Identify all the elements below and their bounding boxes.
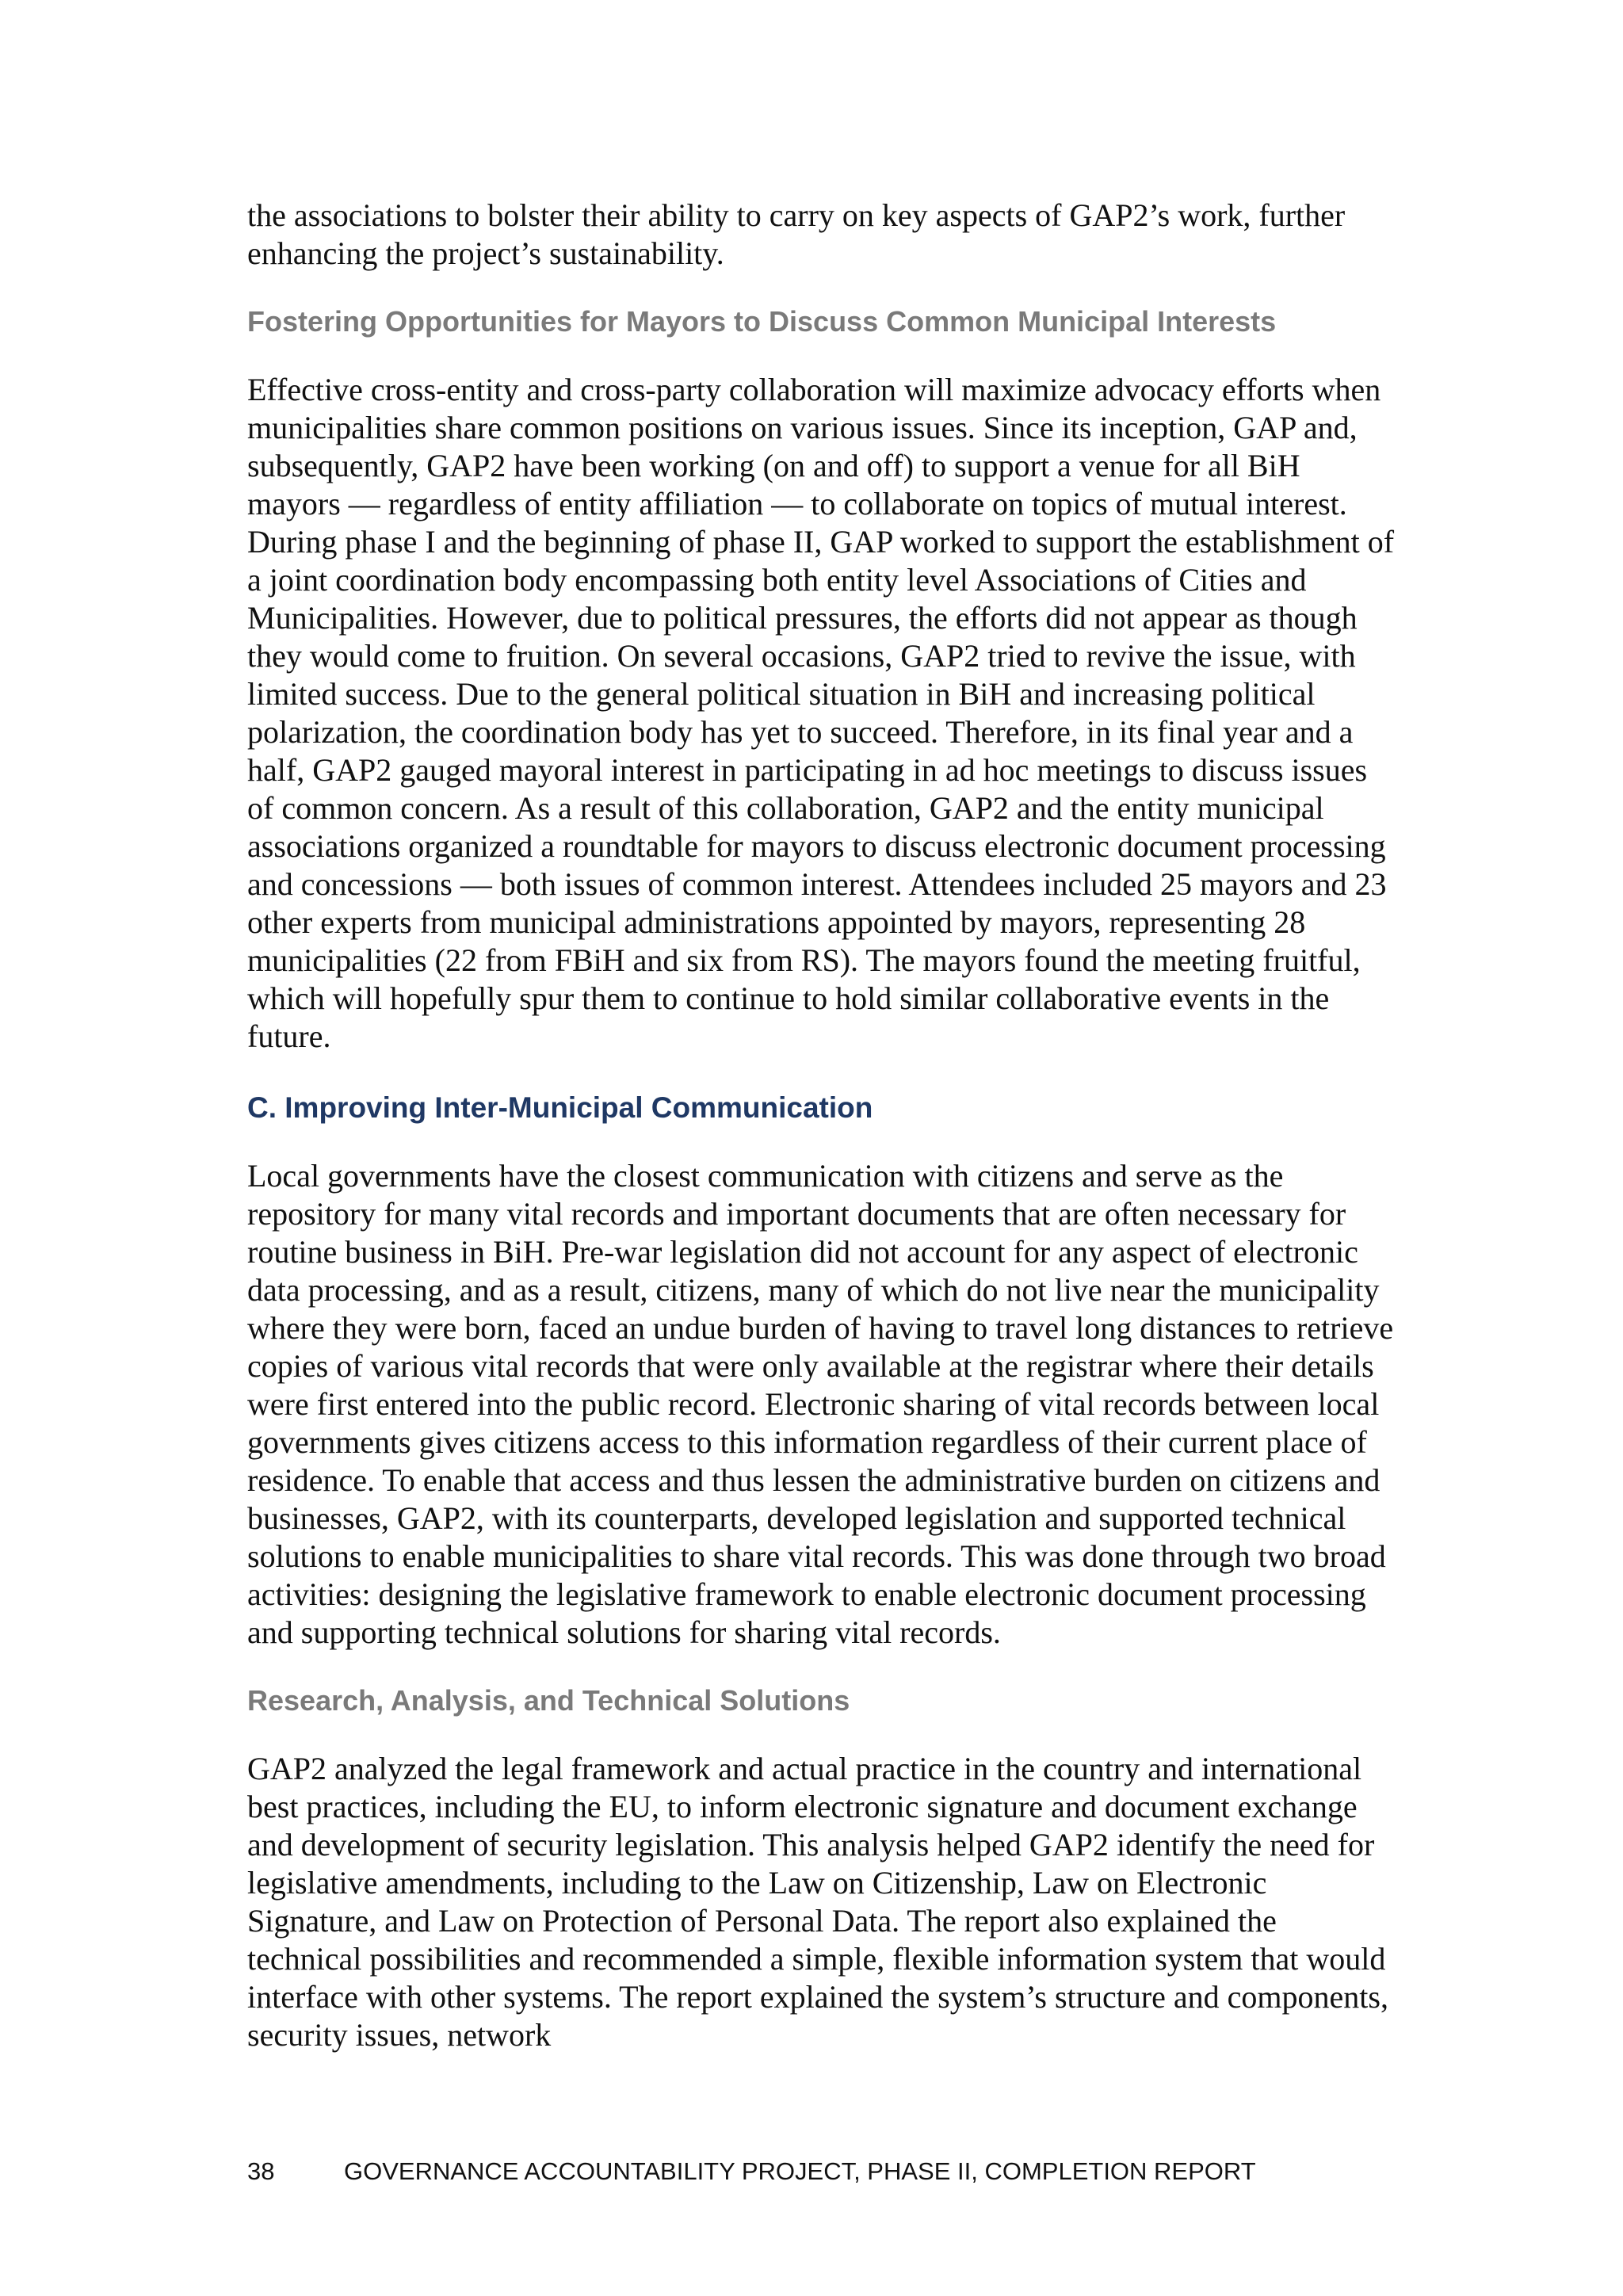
- subheading-mayors-interests: Fostering Opportunities for Mayors to Discuss Common Municipal Interests: [247, 305, 1277, 338]
- document-page: [247, 197, 1396, 2054]
- section-heading-inter-municipal: C. Improving Inter-Municipal Communication: [247, 1091, 873, 1124]
- footer-title: GOVERNANCE ACCOUNTABILITY PROJECT, PHASE II, COMPLETION REPORT: [344, 2157, 1256, 2185]
- paragraph-mayors-collaboration: Effective cross-entity and cross-party collaboration will maximize advocacy efforts when municipalities share common positions on various issues. Since its inception, GAP and, subsequently, GAP2 have been working (on and off) to support a venue for all BiH mayors — regardless of entity affiliation — to collaborate on topics of mutual interest. During phase I and the beginning of phase II, GAP worked to support the establishment of a joint coordination body encompassing both entity level Associations of Cities and Municipalities. However, due to political pressures, the efforts did not appear as though they would come to fruition. On several occasions, GAP2 tried to revive the issue, with limited success. Due to the general political situation in BiH and increasing political polarization, the coordination body has yet to succeed. Therefore, in its final year and a half, GAP2 gauged mayoral interest in participating in ad hoc meetings to discuss issues of common concern. As a result of this collaboration, GAP2 and the entity municipal associations organized a roundtable for mayors to discuss electronic document processing and concessions — both issues of common interest. Attendees included 25 mayors and 23 other experts from municipal administrations appointed by mayors, representing 28 municipalities (22 from FBiH and six from RS). The mayors found the meeting fruitful, which will hopefully spur them to continue to hold similar collaborative events in the future.: [247, 372, 1395, 1054]
- subheading-research-analysis: Research, Analysis, and Technical Solutions: [247, 1684, 850, 1717]
- paragraph-inter-municipal: Local governments have the closest communication with citizens and serve as the repository for many vital records and important documents that are often necessary for routine business in BiH. Pre-war legislation did not account for any aspect of electronic data processing, and as a result, citizens, many of which do not live near the municipality where they were born, faced an undue burden of having to travel long distances to retrieve copies of various vital records that were only available at the registrar where their details were first entered into the public record. Electronic sharing of vital records between local governments gives citizens access to this information regardless of their current place of residence. To enable that access and thus lessen the administrative burden on citizens and businesses, GAP2, with its counterparts, developed legislation and supported technical solutions to enable municipalities to share vital records. This was done through two broad activities: designing the legislative framework to enable electronic document processing and supporting technical solutions for sharing vital records.: [247, 1158, 1394, 1650]
- page-footer: [247, 2157, 1256, 2186]
- paragraph-continuation: the associations to bolster their ability to carry on key aspects of GAP2’s work, further enhancing the project’s sustainability.: [247, 197, 1346, 271]
- page-number: 38: [247, 2157, 275, 2185]
- paragraph-research-analysis: GAP2 analyzed the legal framework and actual practice in the country and international best practices, including the EU, to inform electronic signature and document exchange and development of security legislation. This analysis helped GAP2 identify the need for legislative amendments, including to the Law on Citizenship, Law on Electronic Signature, and Law on Protection of Personal Data. The report also explained the technical possibilities and recommended a simple, flexible information system that would interface with other systems. The report explained the system’s structure and components, security issues, network: [247, 1751, 1388, 2053]
